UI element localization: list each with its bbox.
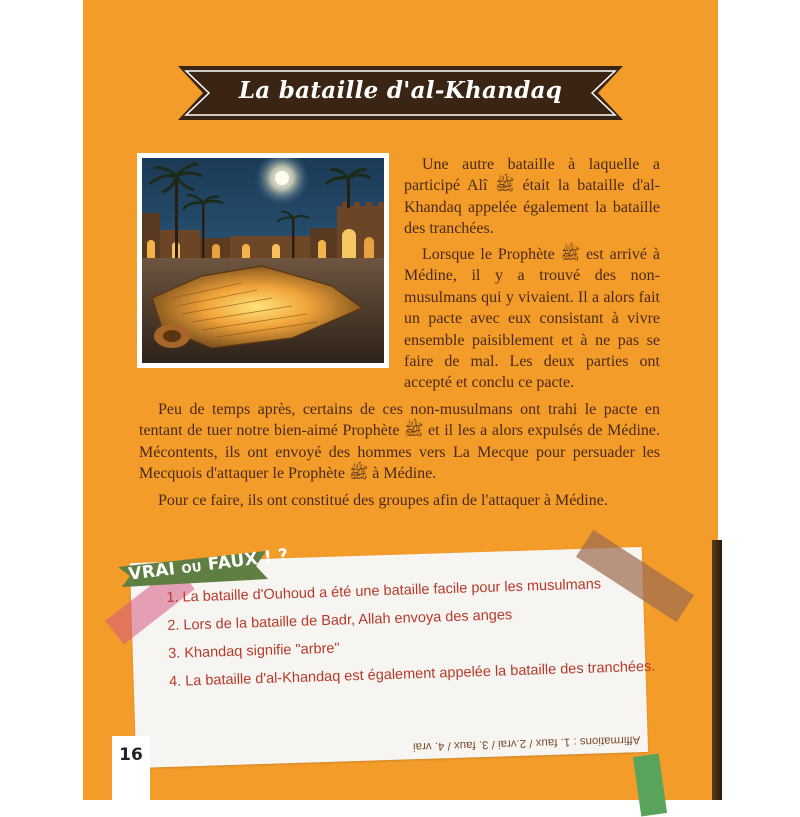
desert-scroll-image (142, 158, 384, 363)
quiz-item: 4. La bataille d'al-Khandaq est également appelée la bataille des tranchées. (168, 658, 656, 690)
quiz-statements (166, 569, 656, 696)
illustration-photo (137, 153, 389, 368)
page-edge-shadow (712, 540, 722, 800)
banner-word-ou: OU (180, 559, 203, 577)
banner-word-faux: FAUX ! ? (206, 545, 290, 575)
page-number: 16 (119, 745, 143, 765)
title-ribbon (178, 62, 623, 124)
page-title: La bataille d'al-Khandaq (238, 77, 563, 104)
paragraph-medina: Lorsque le Prophète ﷺ est arrivé à Médine, il y a trouvé des non-musulmans qui y vivaient. Il a alors fait un pacte avec eux consistant à vivre ensemble paisiblement et à ne pas se faire de mal. Les deux parties ont accepté et conclu ce pacte. (404, 246, 660, 392)
quiz-item: 1. La bataille d'Ouhoud a été une bataille facile pour les musulmans (166, 576, 602, 606)
vrai-ou-faux-banner (118, 545, 290, 585)
paragraph-intro: Une autre bataille à laquelle a participé Alî ﷺ était la bataille d'al-Khandaq appelée également la bataille des tranchées. (404, 156, 660, 238)
quiz-item: 3. Khandaq signifie "arbre" (167, 640, 340, 662)
paragraph-betrayal: Peu de temps après, certains de ces non-musulmans ont trahi le pacte en tentant de tuer notre bien-aimé Prophète ﷺ et il les a alors expulsés de Médine. Mécontents, ils ont envoyé des hommes vers La Mecque pour persuader les Mecquois d'attaquer le Prophète ﷺ à Médine. (139, 401, 661, 483)
paragraph-groups: Pour ce faire, ils ont constitué des groupes afin de l'attaquer à Médine. (158, 492, 608, 509)
banner-word-vrai: VRAI (127, 559, 177, 585)
quiz-item: 2. Lors de la bataille de Badr, Allah envoya des anges (167, 607, 513, 634)
upside-down-answers: Affirmations : 1. faux / 2.vrai / 3. faux / 4. vrai (412, 733, 641, 753)
